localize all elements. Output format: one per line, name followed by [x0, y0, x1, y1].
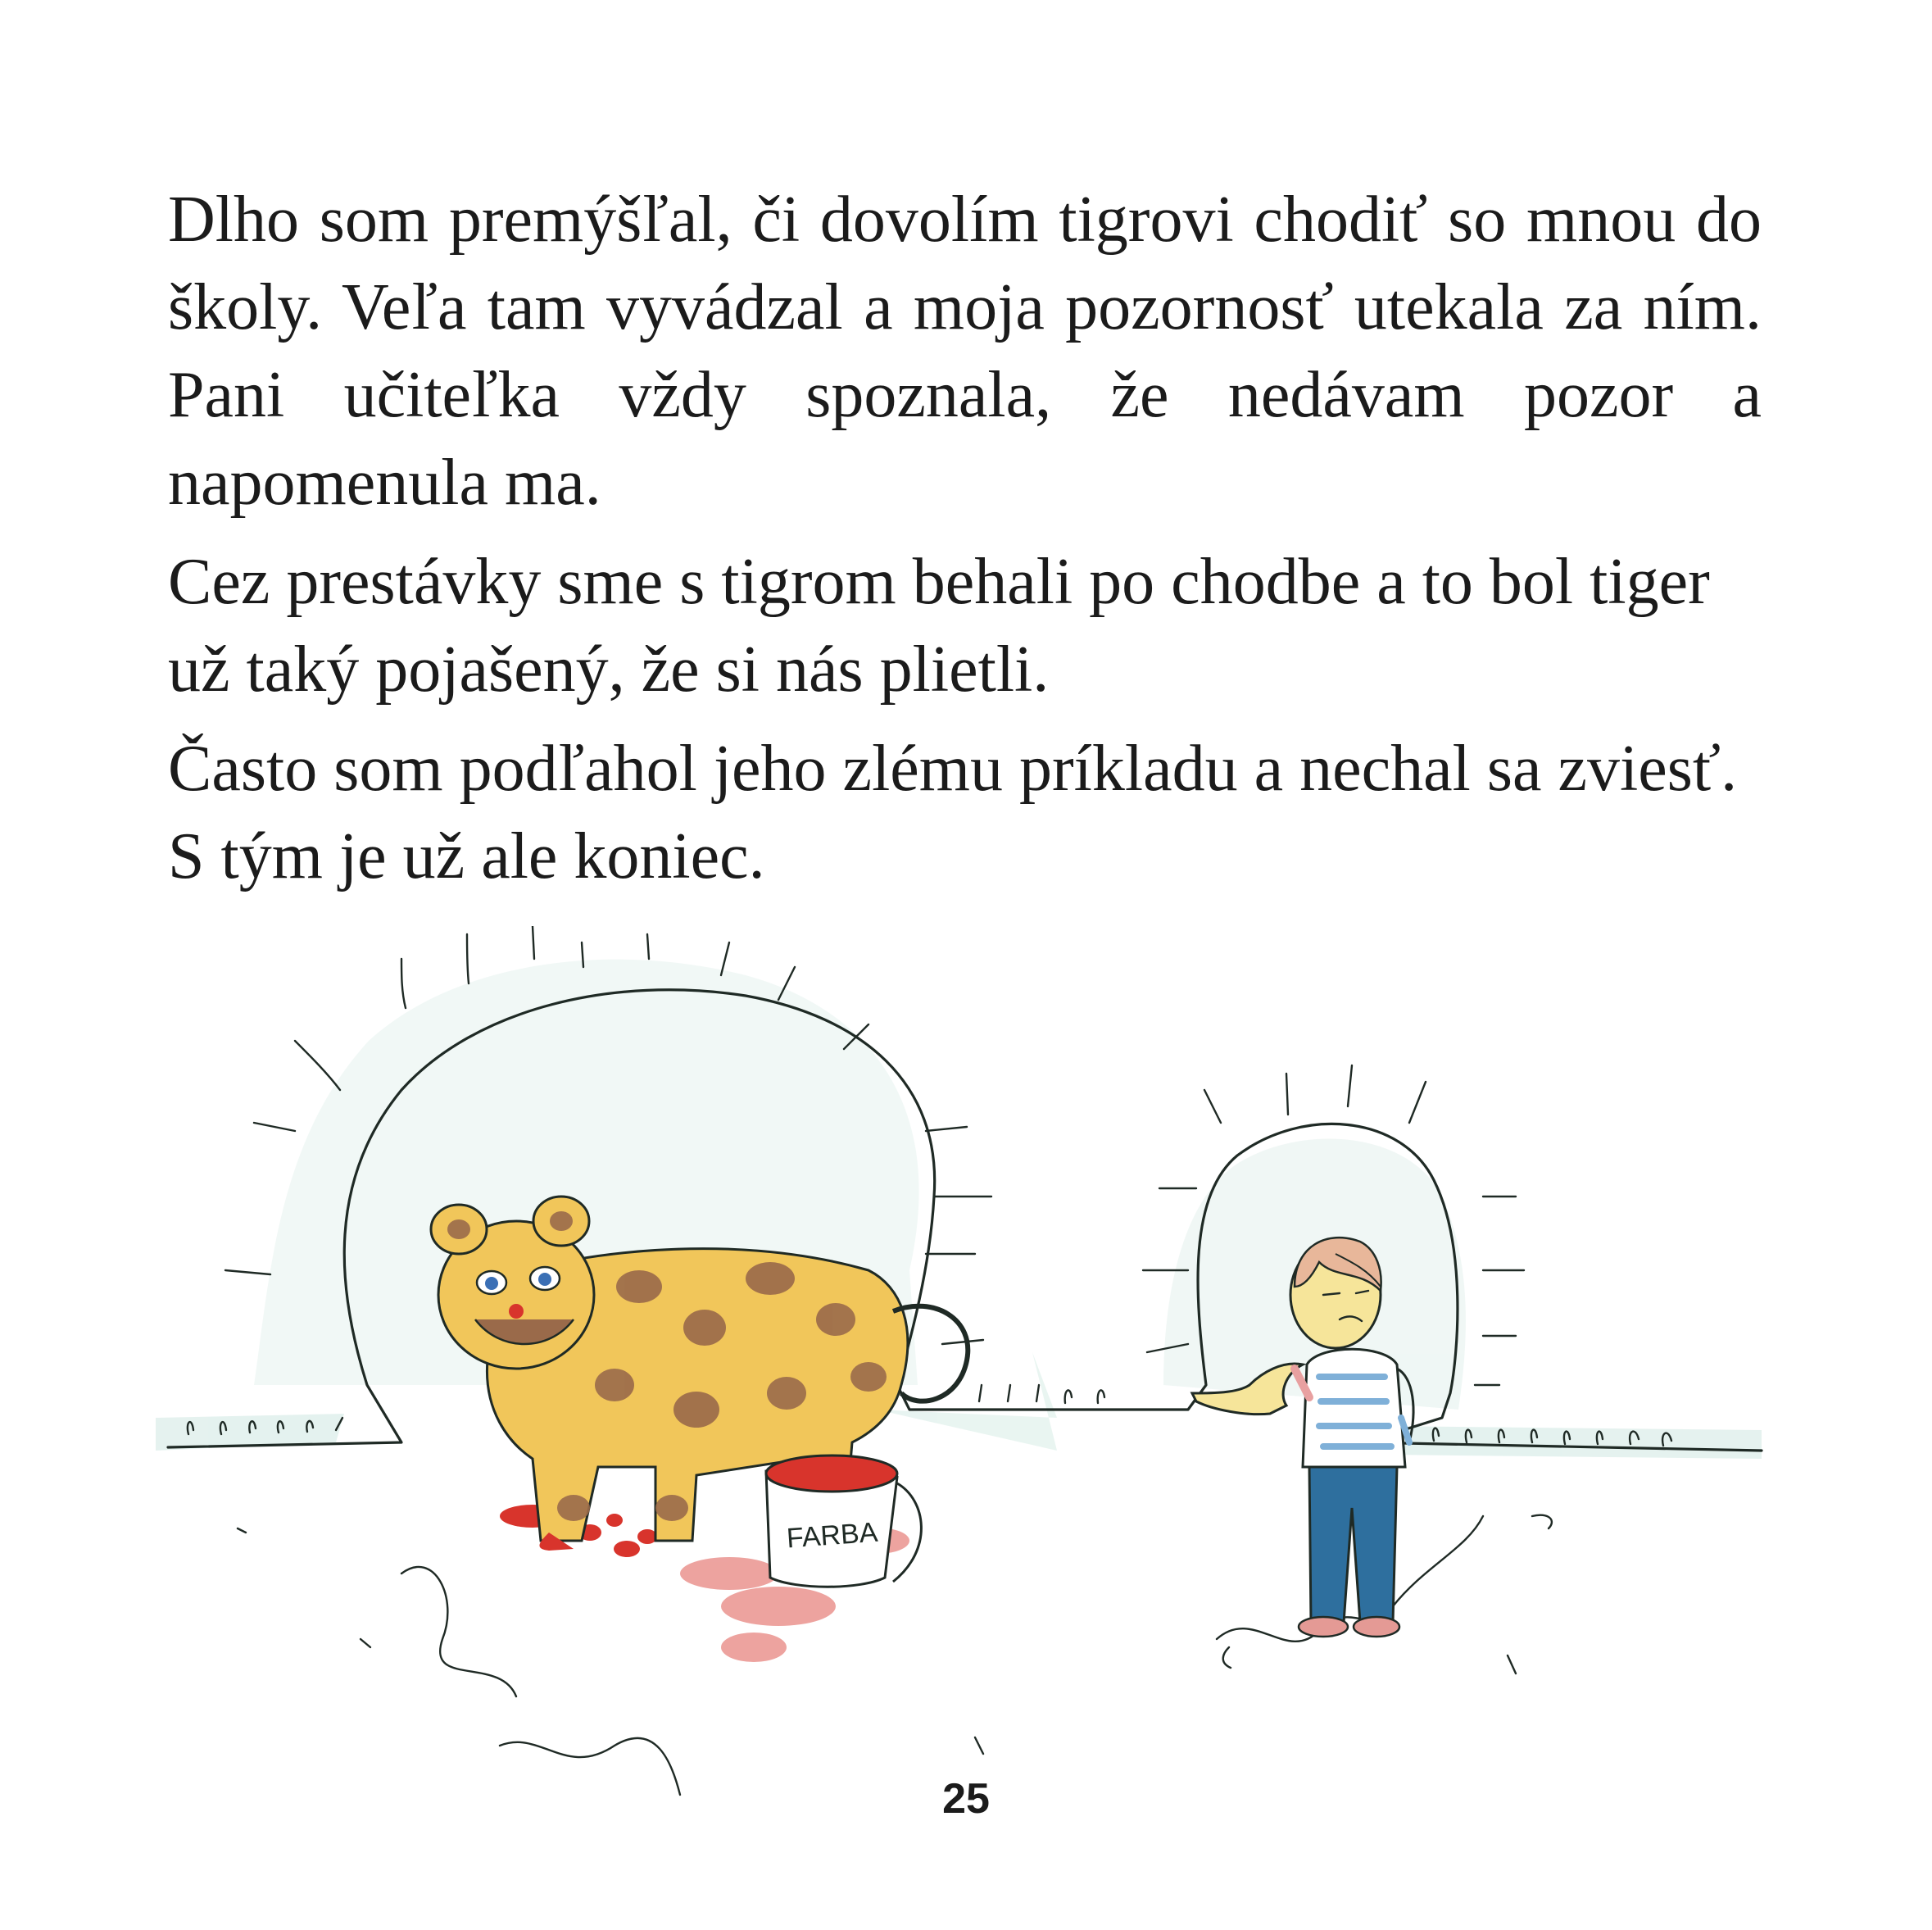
- paint-can-label: FARBA: [785, 1516, 879, 1555]
- paragraph-3: Často som podľahol jeho zlému príkladu a nechal sa zviesť. S tým je už ale koniec.: [168, 733, 1738, 892]
- paragraph-1: Dlho som premýšľal, či dovolím tigrovi chodiť so mnou do školy. Veľa tam vyvádzal a moja pozornosť utekala za ním. Pani učiteľka vždy spoznala, že nedávam pozor a napomenula ma.: [168, 184, 1762, 519]
- story-text: [168, 176, 1762, 901]
- page-number: 25: [942, 1775, 990, 1823]
- paragraph-2: Cez prestávky sme s tigrom behali po chodbe a to bol tiger už taký pojašený, že si nás plietli.: [168, 546, 1710, 706]
- illustration-tiger-and-boy: [156, 926, 1778, 1828]
- paint-can: [766, 1455, 921, 1587]
